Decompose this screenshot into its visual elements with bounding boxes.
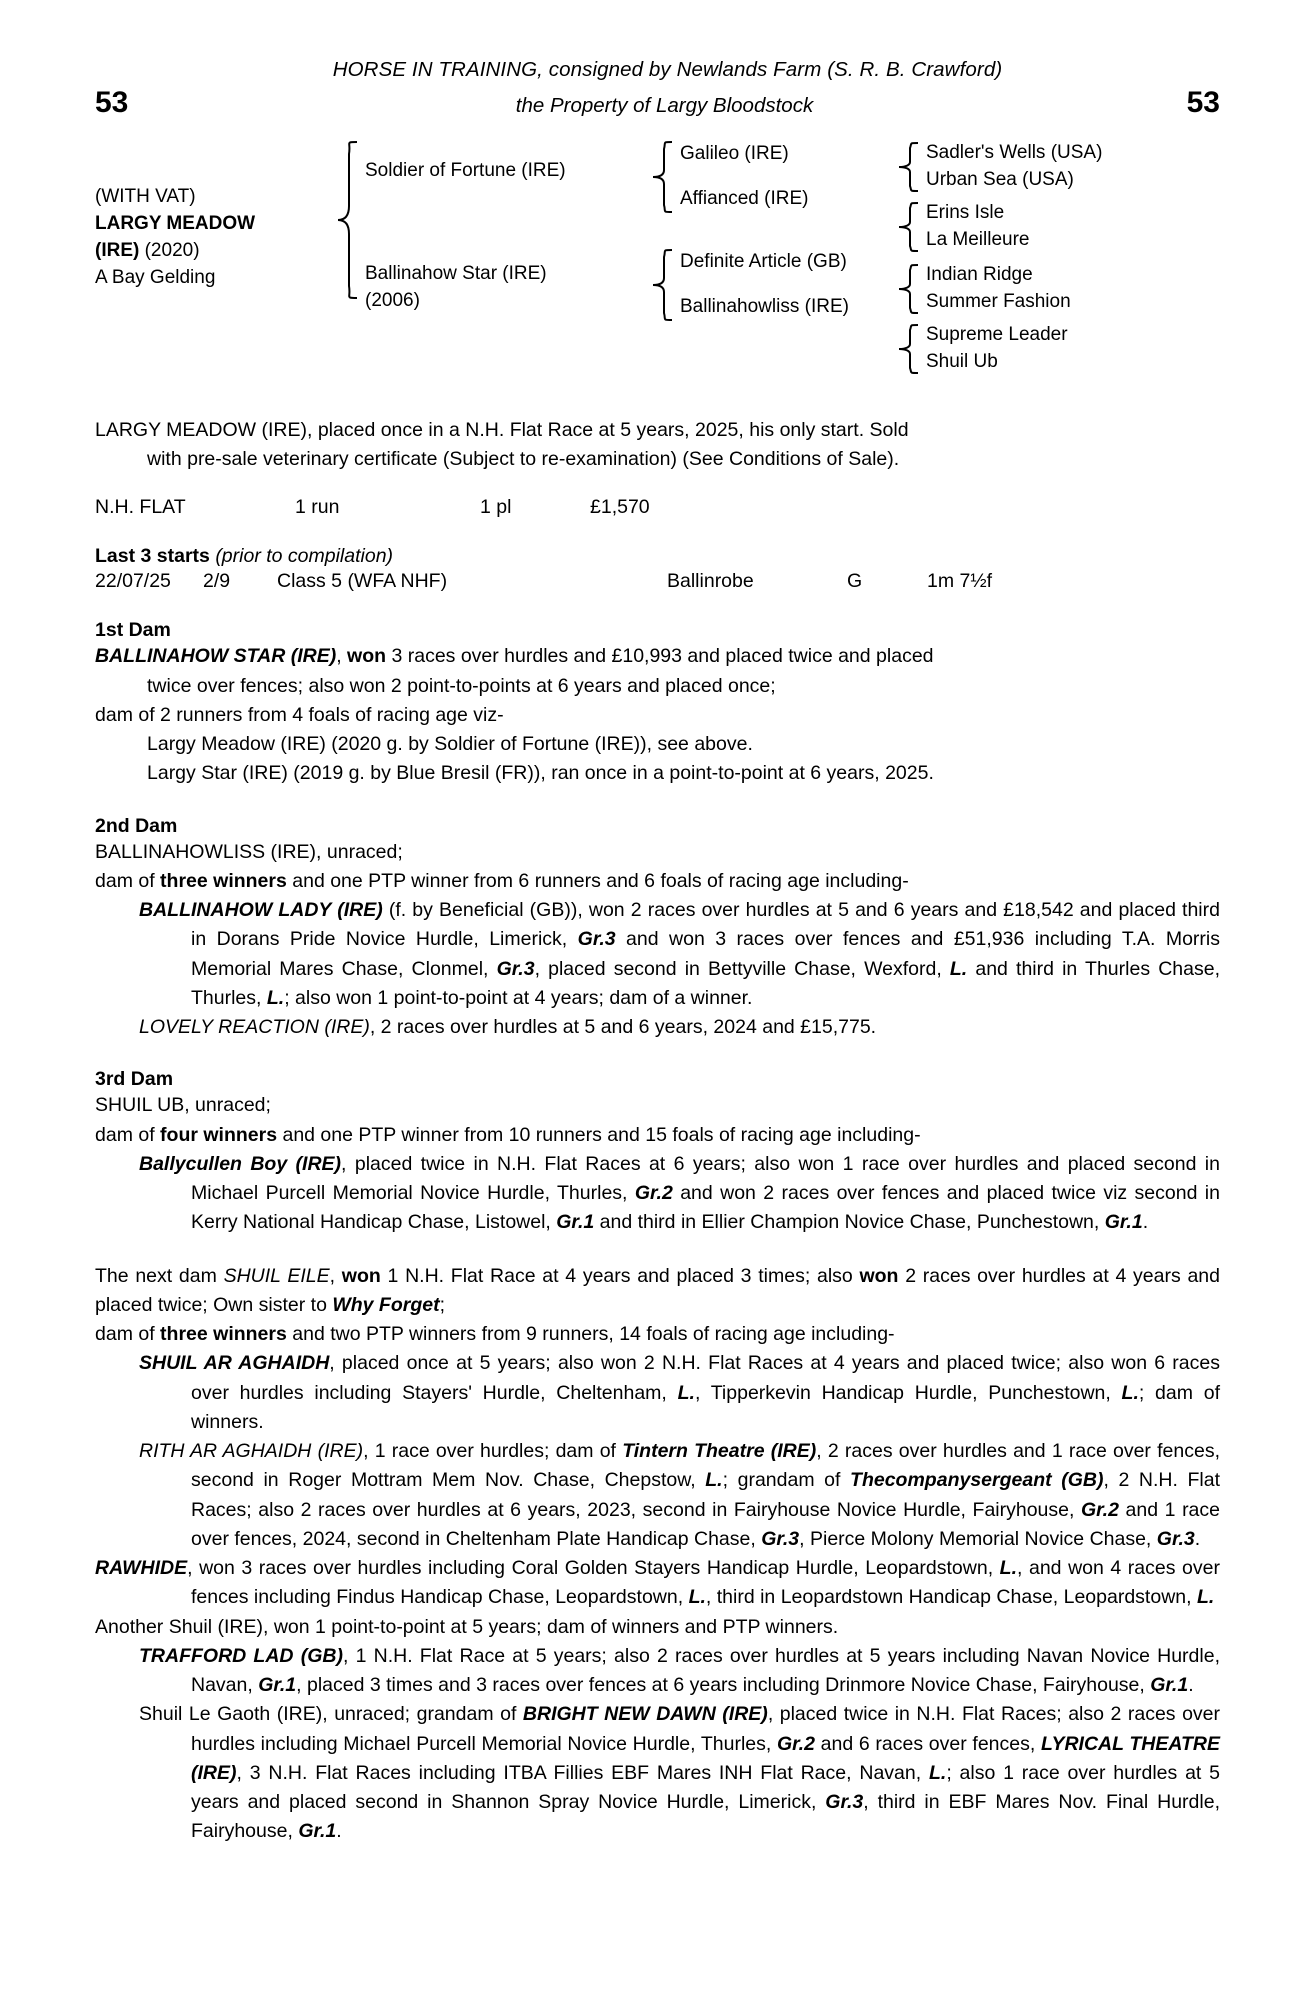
slg-text2: and 6 races over fences, [814, 1732, 1041, 1755]
sire-sire-sire: Sadler's Wells (USA) [926, 142, 1103, 163]
trafford-text: , 1 N.H. Flat Race at 5 years; also 2 races over hurdles at 5 years including Navan Novice Hurdle, Navan, [191, 1644, 1220, 1696]
dam-block [365, 243, 650, 315]
ballinahow-lady-l: L. [949, 957, 968, 980]
first-dam-progeny-1: Largy Meadow (IRE) (2020 g. by Soldier of Fortune (IRE)), see above. [147, 733, 753, 755]
record-places: 1 pl [480, 496, 512, 519]
summary-line-2: with pre-sale veterinary certificate (Subject to re-examination) (See Conditions of Sale). [147, 448, 900, 470]
slg-text5: , third in EBF Mares Nov. Final Hurdle, Fairyhouse, [191, 1791, 1220, 1843]
rawhide-l: L. [999, 1557, 1018, 1579]
pedigree-table [95, 140, 1220, 376]
rith-text5: and 1 race over fences, 2024, second in Cheltenham Plate Handicap Chase, [191, 1498, 1220, 1550]
ballinahow-lady-gr: Gr.3 [577, 928, 616, 951]
brace-g3-1 [896, 141, 922, 193]
dam-year: (2006) [365, 289, 420, 311]
shuil-ar-aghaidh-text: , placed once at 5 years; also won 2 N.H. Flat Races at 4 years and placed twice; also won 6 races over hurdles including Stayers' Hurdle, Cheltenham, [191, 1352, 1220, 1404]
lovely-reaction-text: , 2 races over hurdles at 5 and 6 years, 2024 and £15,775. [369, 1016, 877, 1038]
lot-number-left: 53 [95, 86, 129, 119]
property-line: the Property of Largy Bloodstock [515, 94, 814, 117]
slg-gr2: Gr.3 [825, 1791, 864, 1813]
another-shuil-line: Another Shuil (IRE), won 1 point-to-point at 5 years; dam of winners and PTP winners. [95, 1615, 839, 1638]
rawhide-l3: L. [1196, 1586, 1215, 1609]
shuil-ar-aghaidh-l2: L. [1121, 1381, 1139, 1404]
brace-g3-4 [896, 323, 922, 375]
sire-sire-pair [650, 140, 896, 214]
rawhide-name: RAWHIDE [95, 1557, 188, 1579]
rith-gr2: Gr.3 [761, 1527, 800, 1550]
third-dam-body [95, 1091, 1220, 1237]
dam-dam-parents [896, 322, 1146, 376]
ballycullen-boy-gr2: Gr.1 [556, 1211, 595, 1234]
ballycullen-boy-text3: and third in Ellier Champion Novice Chase, Punchestown, [594, 1211, 1105, 1234]
rith-text7: . [1194, 1527, 1201, 1550]
sire-name: Soldier of Fortune (IRE) [365, 160, 566, 181]
brace-sire [650, 140, 676, 214]
dam-sire-pair [650, 248, 896, 322]
next-dam-intro: The next dam [95, 1264, 224, 1287]
ballycullen-boy-gr3: Gr.1 [1104, 1211, 1143, 1234]
start-going: G [847, 570, 863, 593]
slg-text6: . [336, 1820, 342, 1843]
dam-sire-parents [896, 262, 1146, 316]
ballycullen-boy-text2: and won 2 races over fences and placed twice viz second in Kerry National Handicap Chase, Listowel, [191, 1182, 1220, 1234]
rith-gr: Gr.2 [1081, 1498, 1119, 1521]
sire-sire-name: Galileo (IRE) [680, 143, 789, 165]
trafford-lad-name: TRAFFORD LAD (GB) [139, 1644, 343, 1667]
start-row [95, 570, 1220, 593]
start-position: 2/9 [203, 570, 231, 593]
vat-note: (WITH VAT) [95, 186, 196, 207]
rawhide-text2: , and won 4 races over fences including Findus Handicap Chase, Leopardstown, [191, 1557, 1220, 1609]
rith-gr3: Gr.3 [1156, 1527, 1195, 1550]
rawhide-text3: , third in Leopardstown Handicap Chase, Leopardstown, [705, 1586, 1197, 1609]
rith-text: , 1 race over hurdles; dam of [363, 1440, 623, 1462]
header-row [95, 88, 1220, 118]
tintern-theatre-name: Tintern Theatre (IRE) [622, 1440, 817, 1462]
shuil-ar-aghaidh-text3: ; dam of winners. [191, 1381, 1220, 1433]
shuil-ar-aghaidh-text2: , Tipperkevin Handicap Hurdle, Punchestown, [694, 1381, 1122, 1404]
first-dam-progeny-2: Largy Star (IRE) (2019 g. by Blue Bresil (FR)), ran once in a point-to-point at 6 years, 2025. [147, 762, 934, 785]
rith-text3: ; grandam of [722, 1469, 851, 1492]
rawhide-l2: L. [688, 1586, 706, 1609]
slg-text3: , 3 N.H. Flat Races including ITBA Fillies EBF Mares INH Flat Race, Navan, [236, 1761, 929, 1784]
race-record-row [95, 496, 1220, 519]
last-starts-label: Last 3 starts [95, 545, 210, 568]
rith-ar-aghaidh-name: RITH AR AGHAIDH (IRE) [139, 1440, 364, 1462]
second-dam-name: BALLINAHOWLISS (IRE), unraced; [95, 840, 403, 863]
first-dam-line2: twice over fences; also won 2 point-to-points at 6 years and placed once; [147, 674, 776, 697]
record-runs: 1 run [295, 496, 340, 519]
third-dam-damof: dam of [95, 1123, 161, 1146]
slg-text4: ; also 1 race over hurdles at 5 years and placed second in Shannon Spray Novice Hurdle, Limerick, [191, 1761, 1220, 1813]
start-date: 22/07/25 [95, 570, 171, 593]
summary-line-1: LARGY MEADOW (IRE), placed once in a N.H. Flat Race at 5 years, 2025, his only start. Sold [95, 418, 909, 441]
lyrical-theatre-name: LYRICAL THEATRE (IRE) [191, 1732, 1221, 1784]
trafford-text3: . [1188, 1674, 1194, 1696]
second-dam-winners: three winners [160, 869, 287, 892]
subject-description: A Bay Gelding [95, 266, 216, 288]
rith-text2: , 2 races over hurdles and 1 race over fences, second in Roger Mottram Mem Nov. Chase, Chepstow, [191, 1440, 1221, 1492]
shuil-ar-aghaidh-name: SHUIL AR AGHAIDH [139, 1352, 330, 1375]
lovely-reaction-name: LOVELY REACTION (IRE) [139, 1016, 370, 1038]
sire-dam-name: Affianced (IRE) [680, 188, 809, 209]
subject-details [95, 140, 335, 376]
record-discipline: N.H. FLAT [95, 496, 186, 519]
slg-l: L. [928, 1761, 947, 1784]
ballycullen-boy-text4: . [1142, 1211, 1149, 1234]
consignor-line: HORSE IN TRAINING, consigned by Newlands Farm (S. R. B. Crawford) [332, 58, 1003, 81]
next-dam-introc: 1 N.H. Flat Race at 4 years and placed 3 times; also [380, 1264, 860, 1287]
dam-name: Ballinahow Star (IRE) [365, 262, 547, 284]
ballinahow-lady-text3: , placed second in Bettyville Chase, Wexford, [534, 957, 950, 980]
start-distance: 1m 7½f [927, 570, 993, 593]
shuil-ar-aghaidh-l: L. [677, 1381, 695, 1404]
start-course: Ballinrobe [667, 570, 754, 593]
first-dam-line3: dam of 2 runners from 4 foals of racing age viz- [95, 703, 504, 726]
second-dam-heading: 2nd Dam [95, 814, 178, 837]
next-dam-section [95, 1262, 1220, 1847]
next-dam-won2: won [859, 1264, 899, 1287]
rith-text6: , Pierce Molony Memorial Novice Chase, [799, 1527, 1157, 1550]
trafford-text2: , placed 3 times and 3 races over fences at 6 years including Drinmore Novice Chase, Fairyhouse, [296, 1674, 1151, 1696]
start-race: Class 5 (WFA NHF) [277, 570, 448, 593]
first-dam-name: BALLINAHOW STAR (IRE) [95, 645, 337, 668]
dam-dam-dam: Shuil Ub [926, 350, 998, 372]
next-dam-damof: dam of [95, 1323, 161, 1345]
slg-gr3: Gr.1 [298, 1820, 337, 1843]
pedigree-gen1 [365, 140, 650, 376]
shuil-le-gaoth-name: Shuil Le Gaoth (IRE), unraced; grandam of [139, 1703, 523, 1726]
brace-g3-3 [896, 263, 922, 315]
shuil-eile-name: SHUIL EILE [223, 1264, 330, 1287]
next-dam-sep: , [329, 1264, 342, 1287]
first-dam-sep: , [336, 645, 348, 668]
next-dam-winners: three winners [160, 1323, 287, 1345]
brace-main [335, 140, 361, 376]
pedigree-gen2 [650, 140, 896, 376]
first-dam-heading: 1st Dam [95, 619, 171, 642]
sire-dam-sire: Erins Isle [926, 201, 1005, 223]
ballinahow-lady-text5: ; also won 1 point-to-point at 4 years; dam of a winner. [284, 986, 753, 1009]
dam-dam-name: Ballinahowliss (IRE) [680, 296, 849, 317]
next-dam-line2c: and two PTP winners from 9 runners, 14 foals of racing age including- [286, 1323, 895, 1345]
sire-sire-parents [896, 140, 1146, 194]
ballycullen-boy-name: Ballycullen Boy (IRE) [139, 1152, 342, 1175]
ballinahow-lady-text4: and third in Thurles Chase, Thurles, [191, 957, 1220, 1009]
rith-l: L. [705, 1469, 723, 1492]
trafford-gr: Gr.1 [258, 1674, 297, 1696]
first-dam-won: won [347, 645, 387, 668]
ballinahow-lady-text2: and won 3 races over fences and £51,936 including T.A. Morris Memorial Mares Chase, Clonmel, [191, 928, 1221, 980]
trafford-gr2: Gr.1 [1150, 1674, 1189, 1696]
third-dam-line2c: and one PTP winner from 10 runners and 15 foals of racing age including- [277, 1123, 921, 1146]
subject-year: (2020) [144, 239, 200, 261]
next-dam-won1: won [341, 1264, 381, 1287]
ballycullen-boy-text: , placed twice in N.H. Flat Races at 6 years; also won 1 race over hurdles and placed second in Michael Purcell Memorial Novice Hurdle, Thurles, [191, 1152, 1220, 1204]
slg-gr: Gr.2 [777, 1732, 815, 1755]
sire-sire-dam: Urban Sea (USA) [926, 168, 1074, 190]
record-earnings: £1,570 [590, 496, 650, 519]
rawhide-text: , won 3 races over hurdles including Coral Golden Stayers Handicap Hurdle, Leopardstown, [187, 1557, 1000, 1579]
dam-sire-sire: Indian Ridge [926, 263, 1033, 285]
sire-block [365, 140, 650, 185]
second-dam-line2c: and one PTP winner from 6 runners and 6 foals of racing age including- [286, 869, 909, 892]
second-dam-body [95, 838, 1220, 1043]
third-dam-heading: 3rd Dam [95, 1068, 174, 1091]
pedigree-gen3 [896, 140, 1146, 376]
summary-paragraph [95, 416, 1220, 475]
bright-new-dawn-name: BRIGHT NEW DAWN (IRE) [522, 1703, 768, 1726]
brace-dam [650, 248, 676, 322]
ballinahow-lady-l2: L. [266, 986, 285, 1009]
ballycullen-boy-gr: Gr.2 [634, 1182, 673, 1204]
rith-text4: , 2 N.H. Flat Races; also 2 races over hurdles at 6 years, 2023, second in Fairyhouse Novice Hurdle, Fairyhouse, [191, 1469, 1221, 1521]
first-dam-line1b: 3 races over hurdles and £10,993 and placed twice and placed [386, 645, 934, 668]
subject-name-suffix: (IRE) [95, 239, 140, 261]
last-starts-note: (prior to compilation) [215, 545, 394, 568]
sire-dam-parents [896, 200, 1146, 254]
ballinahow-lady-name: BALLINAHOW LADY (IRE) [139, 899, 383, 921]
third-dam-name: SHUIL UB, unraced; [95, 1094, 271, 1117]
ballinahow-lady-text: (f. by Beneficial (GB)), won 2 races over hurdles at 5 and 6 years and £18,542 and placed third in Dorans Pride Novice Hurdle, Limerick, [191, 899, 1220, 951]
dam-sire-dam: Summer Fashion [926, 290, 1071, 312]
dam-sire-name: Definite Article (GB) [680, 251, 847, 273]
subject-name: LARGY MEADOW [95, 212, 256, 234]
next-dam-introe: ; [439, 1293, 446, 1316]
last-starts-title [95, 545, 1220, 568]
first-dam-body [95, 642, 1220, 788]
slg-text: , placed twice in N.H. Flat Races; also 2 races over hurdles including Michael Purcell Memorial Novice Hurdle, Thurles, [191, 1703, 1221, 1755]
third-dam-winners: four winners [160, 1123, 278, 1146]
why-forget-name: Why Forget [332, 1293, 440, 1316]
second-dam-damof: dam of [95, 869, 161, 892]
sire-dam-dam: La Meilleure [926, 228, 1030, 250]
thecompanysergeant-name: Thecompanysergeant (GB) [850, 1469, 1104, 1492]
dam-dam-sire: Supreme Leader [926, 323, 1068, 345]
brace-g3-2 [896, 201, 922, 253]
lot-number-right: 53 [1186, 86, 1220, 119]
next-dam-introd: 2 races over hurdles at 4 years and placed twice; Own sister to [95, 1264, 1220, 1316]
ballinahow-lady-gr2: Gr.3 [496, 957, 535, 980]
